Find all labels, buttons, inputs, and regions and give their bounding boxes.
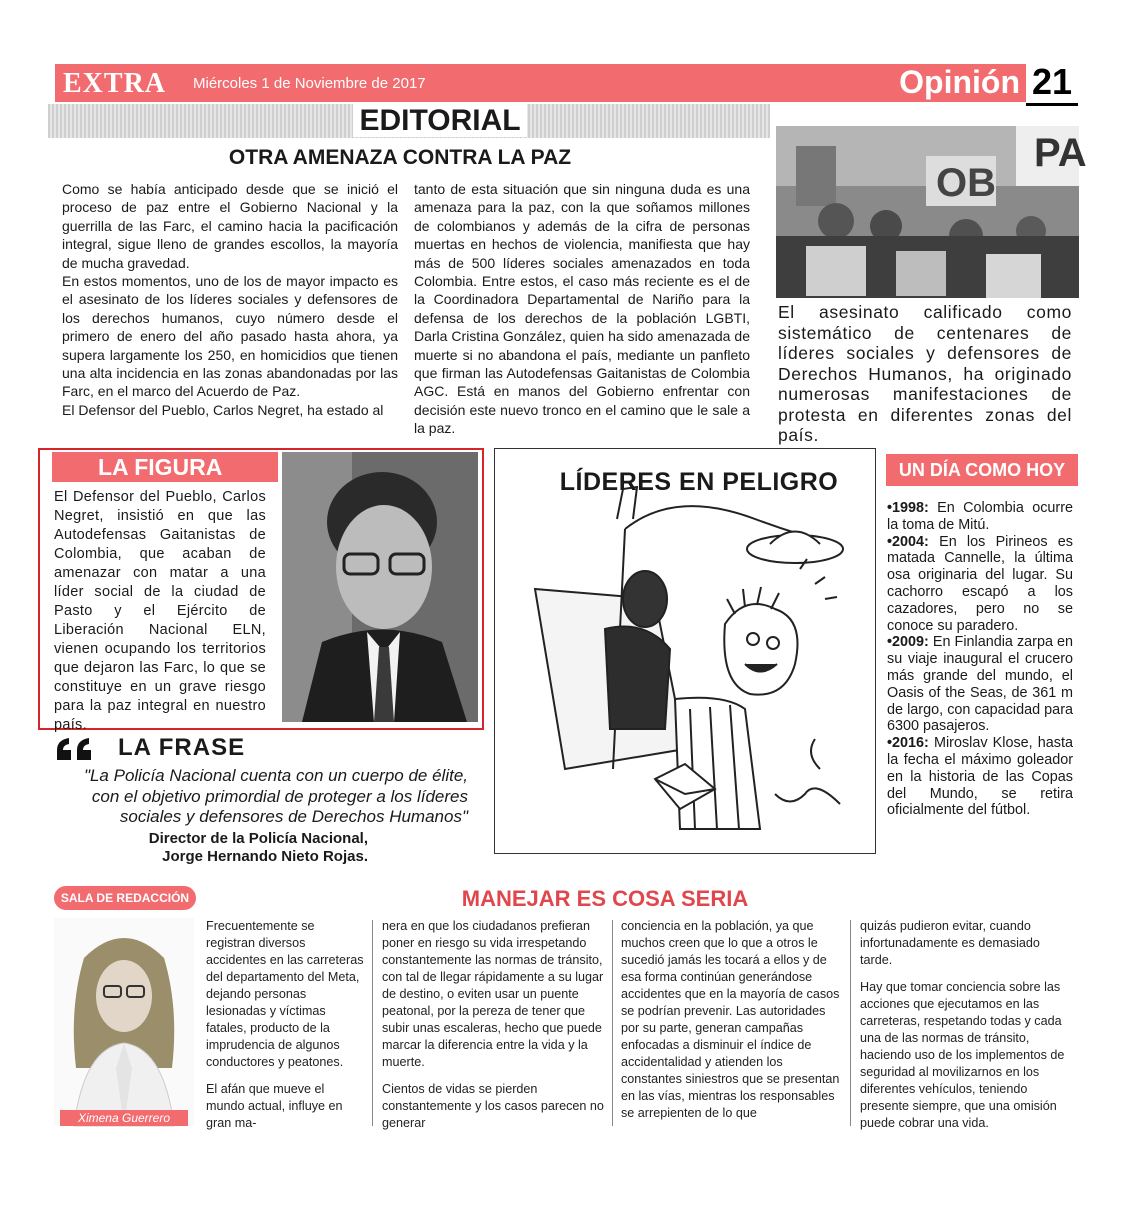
editorial-column-2 [414,180,750,438]
la-figura-text: El Defensor del Pueblo, Carlos Negret, insistió en que las Autodefensas Gaitanistas de Colombia, que acaban de amenazar con matar a una líder social de la ciudad de Pasto y el Ejército de Liberación Nacional ELN, vienen ocupando los territorios que dejaron las Farc, lo que se constituye en un grave riesgo para la paz integral en nuestro país. [54,489,266,733]
page-header [55,61,1078,102]
la-frase-quote: "La Policía Nacional cuenta con un cuerpo de élite, con el objetivo primordial de proteger a los líderes sociales y defensores de Derechos Humanos" [83,766,468,826]
un-dia-como-hoy-list [887,500,1073,819]
author-name: Jorge Hernando Nieto Rojas. [162,848,368,865]
newspaper-logo: EXTRA [63,68,167,99]
paragraph: El afán que mueve el mundo actual, influye en gran ma- [206,1082,343,1130]
entry-text: Miroslav Klose, hasta la fecha el máximo goleador en la historia de las Copas del Mundo, se retira oficialmente del fútbol. [887,735,1073,819]
entry-text: En Finlandia zarpa en su viaje inaugural el crucero más grande del mundo, el Oasis of the Seas, de 361 m de largo, con capacidad para 6300 pasajeros. [887,634,1073,735]
entry-year: •2009: [887,634,929,651]
sala-column-1 [206,918,364,1142]
paragraph: conciencia en la población, ya que muchos creen que lo que a otros le sucedió jamás les tocará a ellos y de esa forma continúan generándose accidentes que en la mayoría de casos se podrían prevenir. Las autoridades por su parte, generan campañas enfocadas a disminuir el índice de accidentalidad y atienden los constantes siniestros que se presentan en las vías, mientras los responsables se arrepienten de lo que [621,919,840,1120]
paragraph: quizás pudieron evitar, cuando infortunadamente es demasiado tarde. [860,919,1040,967]
list-item [887,534,1073,635]
cartoon-title: LÍDERES EN PELIGRO [559,468,839,496]
page-number: 21 [1026,61,1078,106]
la-figura-label: LA FIGURA [52,452,278,482]
paragraph: El Defensor del Pueblo, Carlos Negret, ha estado al [62,401,384,418]
paragraph: Hay que tomar conciencia sobre las acciones que ejecutamos en las carreteras, respetando todas y cada una de las normas de tránsito, haciendo uso de los implementos de seguridad al movilizarnos en los diferentes vehículos, teniendo presente siempre, que una omisión puede cobrar una vida. [860,980,1065,1130]
paragraph: En estos momentos, uno de los de mayor impacto es el asesinato de los líderes sociales y defensores de los derechos humanos, cuyo número desde el primero de enero del año pasado hasta ahora, ya supera largamente los 250, en homicidios que tienen una alta incidencia en las zonas abandonadas por las Farc, en el marco del Acuerdo de Paz. [62,273,398,400]
un-dia-como-hoy-label: UN DÍA COMO HOY [886,454,1078,486]
la-frase-label: LA FRASE [118,734,246,761]
editorial-label-text: EDITORIAL [353,104,526,137]
entry-year: •2004: [887,533,929,550]
column-title: MANEJAR ES COSA SERIA [461,886,749,911]
svg-text:PA: PA [1034,131,1087,175]
protest-photo [776,126,1087,298]
column-divider [850,920,851,1126]
list-item [887,634,1073,735]
section-name: Opinión [899,64,1020,100]
editorial-title: OTRA AMENAZA CONTRA LA PAZ [228,146,572,169]
paragraph: Como se había anticipado desde que se inició el proceso de paz entre el Gobierno Nacional y la guerrilla de las Farc, el camino hacia la pacificación integral, sigue lleno de grandes escollos, la mayoría de mucha gravedad. [62,181,398,271]
entry-year: •1998: [887,500,929,516]
la-frase-author [100,830,368,866]
author-photo [54,918,194,1126]
list-item [887,500,1073,534]
column-divider [372,920,373,1126]
sala-column-4 [860,918,1074,1142]
author-name: Ximena Guerrero [60,1110,188,1126]
sala-column-2 [382,918,604,1142]
paragraph: tanto de esta situación que sin ninguna duda es una amenaza para la paz, con la que soñamos millones de colombianos y además de la cifra de personas muertas en hechos de violencia, manifiesta que hay más de 500 líderes sociales amenazados en toda Colombia. Entre estos, el caso más reciente es el de la Coordinadora Departamental de Nariño para la defensa de los derechos de la población LGBTI, Darla Cristina González, quien ha sido amenazada de muerte si no abandona el país, mediante un panfleto que firman las Autodefensas Gaitanistas de Colombia AGC. Está en manos del Gobierno enfrentar con decisión este nuevo tronco en el camino que le sale a la paz. [414,181,750,437]
paragraph: Frecuentemente se registran diversos accidentes en las carreteras del departamento del Meta, dejando personas lesionadas y víctimas fatales, producto de la imprudencia de algunos conductores y peatones. [206,919,364,1069]
entry-text: En Colombia ocurre la toma de Mitú. [887,500,1073,533]
column-divider [612,920,613,1126]
paragraph: Cientos de vidas se pierden constantemente y los casos parecen no generar [382,1082,604,1130]
issue-date: Miércoles 1 de Noviembre de 2017 [193,75,426,92]
list-item [887,735,1073,819]
protest-photo-caption: El asesinato calificado como sistemático de centenares de líderes sociales y defensores de Derechos Humanos, ha originado numerosas manifestaciones de protesta en diferentes zonas del país. [778,302,1072,445]
sala-de-redaccion-label: SALA DE REDACCIÓN [54,886,196,910]
cartoon-frame [494,448,876,854]
entry-year: •2016: [887,735,929,752]
editorial-label [0,104,880,138]
svg-text:OB: OB [936,161,996,205]
editorial-column-1 [62,180,398,419]
entry-text: En los Pirineos es matada Cannelle, la última osa originaria del lugar. Su cachorro escapó a los cazadores, pero no se conoce su paradero. [887,533,1073,634]
sala-column-3 [621,918,843,1132]
defensor-portrait-photo [282,452,478,722]
quote-marks-icon [55,738,111,767]
author-title: Director de la Policía Nacional, [148,830,368,847]
paragraph: nera en que los ciudadanos prefieran poner en riesgo su vida irrespetando constantemente las normas de tránsito, con tal de llegar rápidamente a su lugar de destino, o eviten usar un puente peatonal, por la pereza de tener que subir unas escaleras, hecho que puede marcar la diferencia entre la vida y la muerte. [382,919,604,1069]
